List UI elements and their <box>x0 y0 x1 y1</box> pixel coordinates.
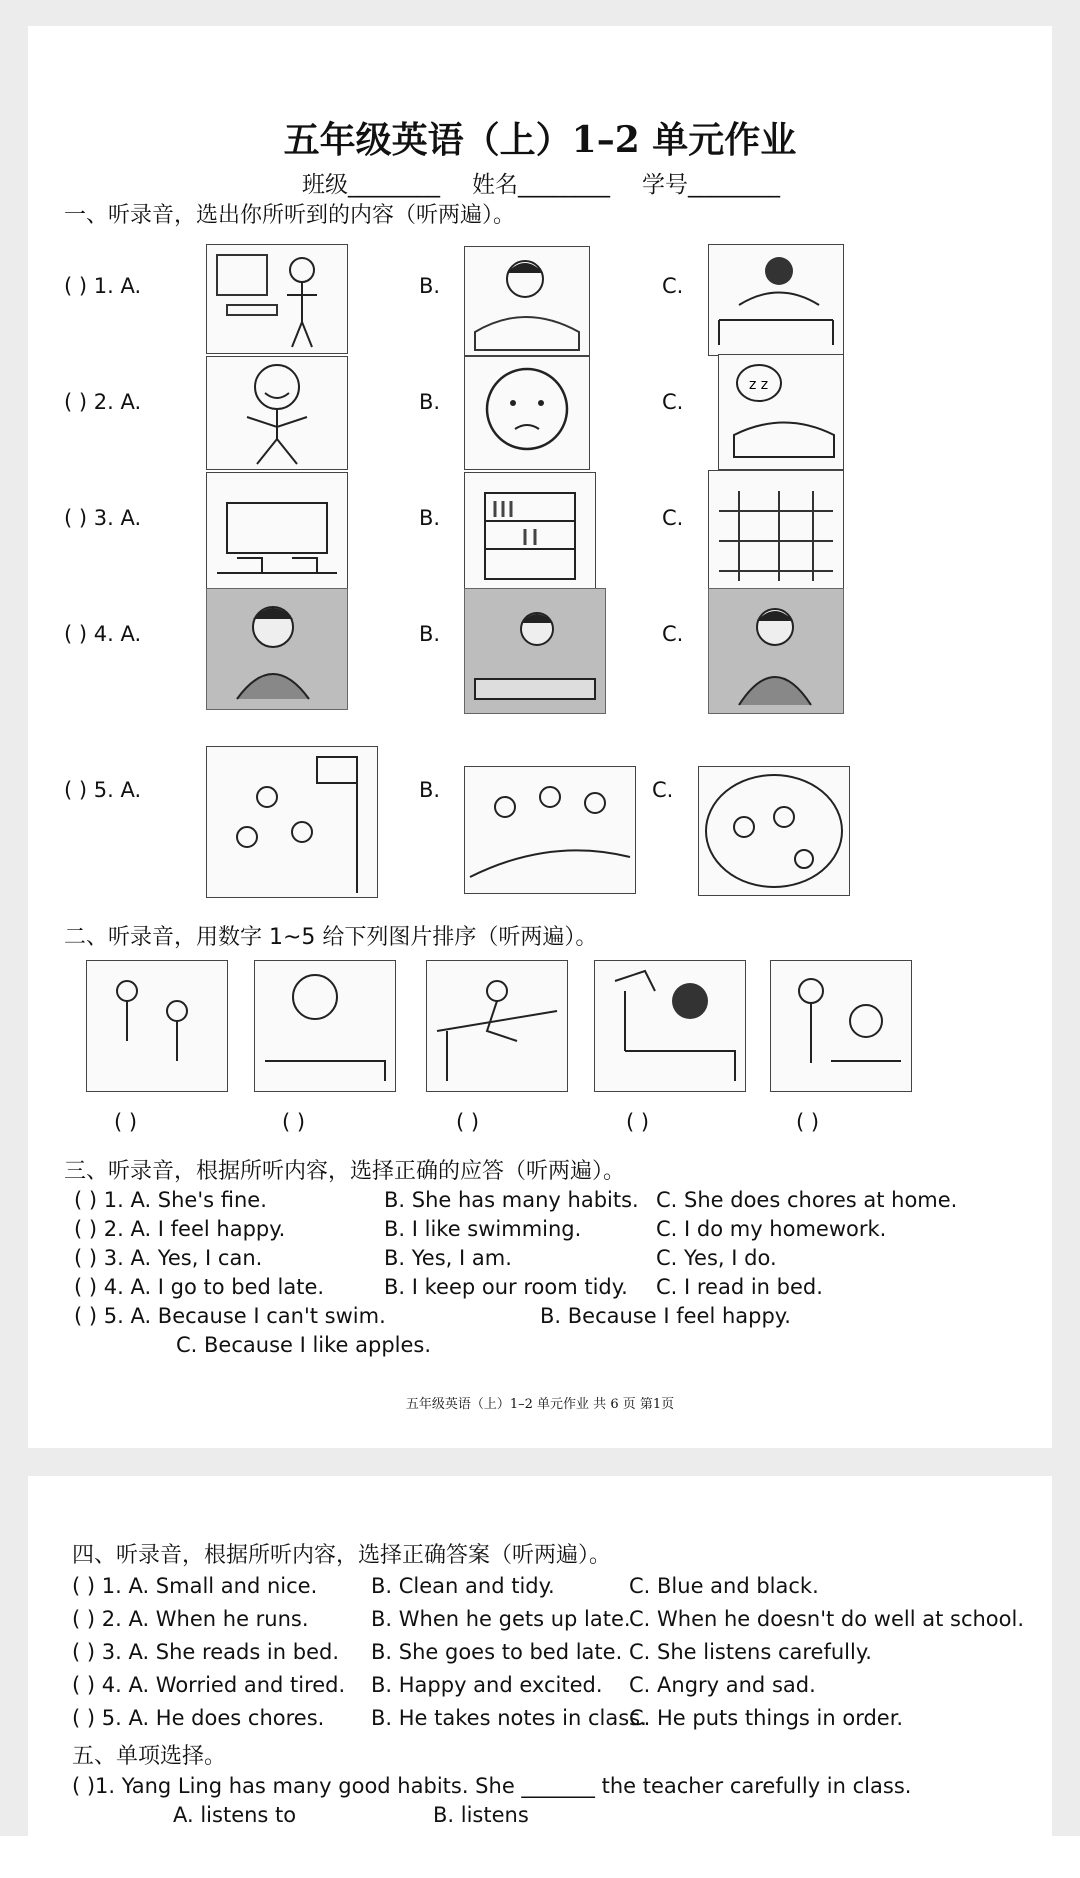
s4-q1-b: B. Clean and tidy. <box>371 1574 555 1598</box>
s4-q1-a: ( ) 1. A. Small and nice. <box>72 1574 318 1598</box>
worksheet-page-1 <box>28 26 1052 1448</box>
page-title: 五年级英语（上）1–2 单元作业 <box>283 119 797 161</box>
s4-q4-a: ( ) 4. A. Worried and tired. <box>72 1673 346 1697</box>
s4-q2-b: B. When he gets up late. <box>371 1607 631 1631</box>
s2-image-3 <box>426 960 568 1092</box>
s1-q2-c-image <box>718 354 844 470</box>
s4-q5-a: ( ) 5. A. He does chores. <box>72 1706 325 1730</box>
s1-q1-b-label: B. <box>419 274 441 298</box>
s3-q5-b: B. Because I feel happy. <box>540 1304 791 1328</box>
s1-q2-c-label: C. <box>662 390 684 414</box>
s1-q3-b-label: B. <box>419 506 441 530</box>
s5-q1-option-a: A. listens to <box>173 1803 297 1827</box>
s4-q1-c: C. Blue and black. <box>629 1574 819 1598</box>
s3-q5-a: ( ) 5. A. Because I can't swim. <box>74 1304 386 1328</box>
s4-q5-b: B. He takes notes in class. <box>371 1706 647 1730</box>
s1-q2-label: ( ) 2. A. <box>64 390 142 414</box>
s1-q2-b-image <box>464 356 590 470</box>
s3-q3-a: ( ) 3. A. Yes, I can. <box>74 1246 263 1270</box>
s1-q2-a-image <box>206 356 348 470</box>
bottom-cutoff <box>0 1836 1080 1878</box>
s1-q4-c-label: C. <box>662 622 684 646</box>
worksheet-page-2 <box>28 1476 1052 1836</box>
s1-q5-c-image <box>698 766 850 896</box>
s3-q2-b: B. I like swimming. <box>384 1217 582 1241</box>
s4-q5-c: C. He puts things in order. <box>629 1706 904 1730</box>
s1-q5-a-image <box>206 746 378 898</box>
s2-bracket-3[interactable]: ( ) <box>456 1110 480 1134</box>
section5-heading: 五、单项选择。 <box>72 1744 227 1769</box>
s4-q3-b: B. She goes to bed late. <box>371 1640 623 1664</box>
s2-image-5 <box>770 960 912 1092</box>
s5-q1: ( )1. Yang Ling has many good habits. She _______ the teacher carefully in class. <box>72 1774 912 1798</box>
s1-q1-b-image <box>464 246 590 356</box>
s4-q2-a: ( ) 2. A. When he runs. <box>72 1607 309 1631</box>
s3-q2-c: C. I do my homework. <box>656 1217 887 1241</box>
s1-q3-c-image <box>708 470 844 590</box>
s1-q4-c-image <box>708 588 844 714</box>
s3-q1-b: B. She has many habits. <box>384 1188 639 1212</box>
s3-q2-a: ( ) 2. A. I feel happy. <box>74 1217 286 1241</box>
s1-q5-c-label: C. <box>652 778 674 802</box>
s2-bracket-2[interactable]: ( ) <box>282 1110 306 1134</box>
s2-image-4 <box>594 960 746 1092</box>
s4-q4-b: B. Happy and excited. <box>371 1673 603 1697</box>
name-field-label: 姓名________ <box>472 172 610 198</box>
section4-heading: 四、听录音，根据所听内容，选择正确答案（听两遍）。 <box>72 1543 612 1568</box>
s1-q2-b-label: B. <box>419 390 441 414</box>
s4-q4-c: C. Angry and sad. <box>629 1673 816 1697</box>
s3-q1-c: C. She does chores at home. <box>656 1188 958 1212</box>
class-field-label: 班级________ <box>302 172 440 198</box>
s3-q1-a: ( ) 1. A. She's fine. <box>74 1188 267 1212</box>
s2-bracket-1[interactable]: ( ) <box>114 1110 138 1134</box>
s2-image-2 <box>254 960 396 1092</box>
s1-q1-label: ( ) 1. A. <box>64 274 142 298</box>
s1-q1-c-image <box>708 244 844 356</box>
s3-q4-a: ( ) 4. A. I go to bed late. <box>74 1275 325 1299</box>
section1-heading: 一、听录音，选出你所听到的内容（听两遍）。 <box>64 203 516 228</box>
s3-q4-b: B. I keep our room tidy. <box>384 1275 628 1299</box>
student-id-field-label: 学号________ <box>642 172 780 198</box>
s4-q3-a: ( ) 3. A. She reads in bed. <box>72 1640 340 1664</box>
s1-q5-b-image <box>464 766 636 894</box>
s4-q2-c: C. When he doesn't do well at school. <box>629 1607 1025 1631</box>
s1-q5-b-label: B. <box>419 778 441 802</box>
s1-q5-label: ( ) 5. A. <box>64 778 142 802</box>
s1-q4-b-image <box>464 588 606 714</box>
s4-q3-c: C. She listens carefully. <box>629 1640 872 1664</box>
s2-image-1 <box>86 960 228 1092</box>
section2-heading: 二、听录音，用数字 1~5 给下列图片排序（听两遍）。 <box>64 925 598 950</box>
s1-q4-b-label: B. <box>419 622 441 646</box>
s3-q3-b: B. Yes, I am. <box>384 1246 512 1270</box>
s3-q3-c: C. Yes, I do. <box>656 1246 777 1270</box>
s1-q3-a-image <box>206 472 348 590</box>
s1-q4-a-image <box>206 588 348 710</box>
s1-q3-b-image <box>464 472 596 590</box>
s5-q1-option-b: B. listens <box>433 1803 529 1827</box>
s1-q4-label: ( ) 4. A. <box>64 622 142 646</box>
section3-heading: 三、听录音，根据所听内容，选择正确的应答（听两遍）。 <box>64 1159 626 1184</box>
page-footer: 五年级英语（上）1–2 单元作业 共 6 页 第1页 <box>405 1397 675 1412</box>
s3-q4-c: C. I read in bed. <box>656 1275 823 1299</box>
s2-bracket-4[interactable]: ( ) <box>626 1110 650 1134</box>
s3-q5-c: C. Because I like apples. <box>176 1333 432 1357</box>
svg-text:z z: z z <box>749 377 769 393</box>
s1-q3-label: ( ) 3. A. <box>64 506 142 530</box>
s2-bracket-5[interactable]: ( ) <box>796 1110 820 1134</box>
s1-q1-a-image <box>206 244 348 354</box>
s1-q3-c-label: C. <box>662 506 684 530</box>
s1-q1-c-label: C. <box>662 274 684 298</box>
